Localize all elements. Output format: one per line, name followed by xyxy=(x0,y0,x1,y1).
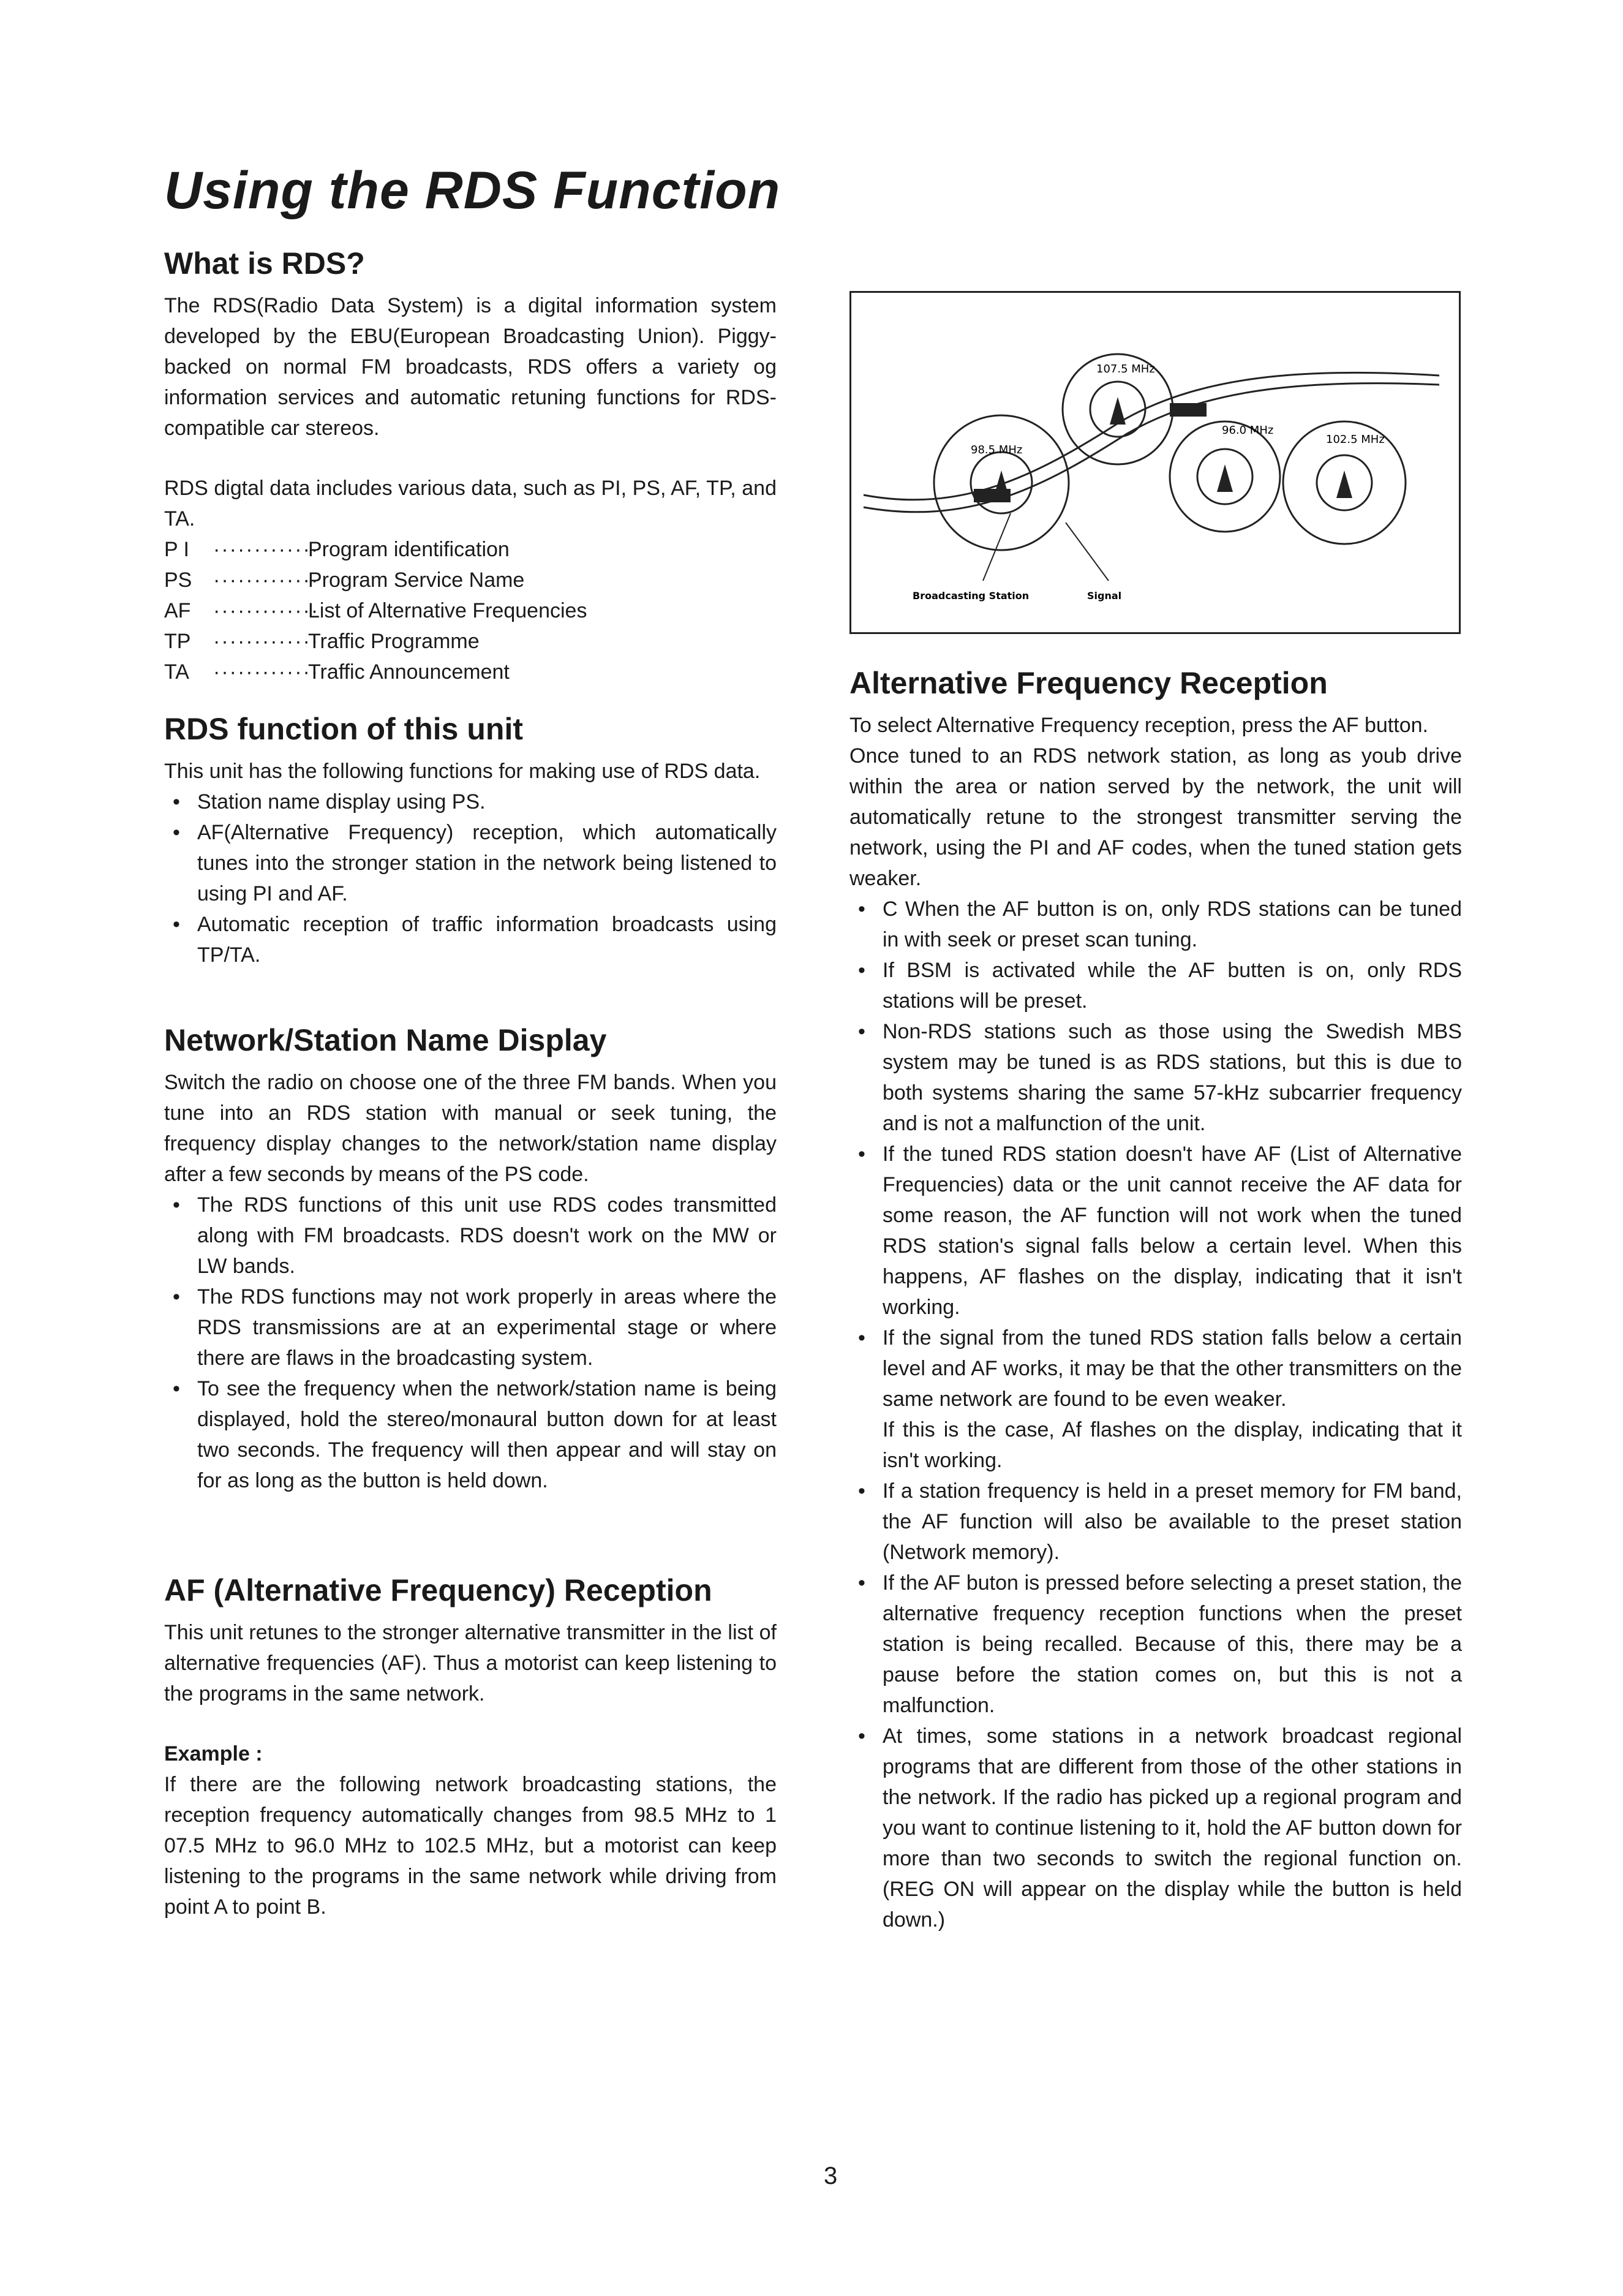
page-number: 3 xyxy=(824,2162,838,2189)
rds-network-figure xyxy=(849,291,1461,634)
abbreviation-meaning: Program identification xyxy=(308,538,510,561)
network-diagram xyxy=(851,293,1459,632)
list-item: • If a station frequency is held in a preset memory for FM band, the AF function will also be available to the preset station (Network memory). xyxy=(849,1476,1462,1568)
rds-function-section xyxy=(164,711,777,970)
alt-freq-list-2 xyxy=(849,1476,1462,1935)
car-icon xyxy=(1170,403,1207,417)
leader-dots: ············· xyxy=(213,630,320,653)
example-label: Example : xyxy=(164,1742,263,1765)
af-reception-heading: AF (Alternative Frequency) Reception xyxy=(164,1573,712,1607)
abbreviation-meaning: Program Service Name xyxy=(308,568,525,592)
list-item: • Non-RDS stations such as those using the Swedish MBS system may be tuned is as RDS stations, but this is due to both systems sharing the same 57-kHz subcarrier frequency and is not a malfunction of the unit. xyxy=(849,1016,1462,1139)
list-continuation: If this is the case, Af flashes on the display, indicating that it isn't working. xyxy=(883,1418,1462,1472)
example-text: If there are the following network broadcasting stations, the reception frequency automatically changes from 98.5 MHz to 1 07.5 MHz to 96.0 MHz to 102.5 MHz, but a motorist can keep listening to the programs in the same network while driving from point A to point B. xyxy=(164,1773,777,1919)
abbreviation-row xyxy=(164,565,777,595)
list-item: • If BSM is activated while the AF butten is on, only RDS stations will be preset. xyxy=(849,955,1462,1016)
network-display-section xyxy=(164,1022,777,1496)
station-96-0 xyxy=(1170,421,1280,532)
leader-dots: ············· xyxy=(213,568,320,592)
alt-freq-p2: Once tuned to an RDS network station, as long as youb drive within the area or nation served by the network, the unit will automatically retune to the strongest transmitter serving the network, using the PI and AF codes, when the tuned station gets weaker. xyxy=(849,744,1462,890)
abbreviation-row xyxy=(164,657,777,687)
list-item: • If the AF buton is pressed before selecting a preset station, the alternative frequency reception functions when the preset station is being recalled. Because of this, there may be a pause before the station comes on, but this is not a malfunction. xyxy=(849,1568,1462,1721)
leader-dots: ············· xyxy=(213,538,320,561)
list-item: • If the tuned RDS station doesn't have AF (List of Alternative Frequencies) data or the unit cannot receive the AF data for some reason, the AF function will not work when the tuned RDS station's signal falls below a certain level. When this happens, AF flashes on the display, indicating that it isn't working. xyxy=(849,1139,1462,1323)
network-display-heading: Network/Station Name Display xyxy=(164,1023,607,1057)
freq-label: 98.5 MHz xyxy=(971,444,1023,456)
list-item: • C When the AF button is on, only RDS stations can be tuned in with seek or preset scan tuning. xyxy=(849,894,1462,955)
list-item: • Station name display using PS. xyxy=(164,787,777,817)
alt-freq-section xyxy=(849,665,1462,1935)
rds-function-heading: RDS function of this unit xyxy=(164,712,524,746)
page-title: Using the RDS Function xyxy=(164,161,781,220)
pointer-line xyxy=(983,513,1011,581)
station-label: Broadcasting Station xyxy=(913,590,1030,602)
leader-dots: ············· xyxy=(213,599,320,622)
list-item: • The RDS functions of this unit use RDS codes transmitted along with FM broadcasts. RDS doesn't work on the MW or LW bands. xyxy=(164,1190,777,1282)
freq-label: 107.5 MHz xyxy=(1096,363,1155,376)
network-display-list xyxy=(164,1190,777,1496)
alt-freq-p1: To select Alternative Frequency reception, press the AF button. xyxy=(849,714,1428,737)
abbreviation-meaning: Traffic Programme xyxy=(308,630,480,653)
what-is-rds-heading: What is RDS? xyxy=(164,246,365,281)
list-item: • The RDS functions may not work properly in areas where the RDS transmissions are at an experimental stage or where there are flaws in the broadcasting system. xyxy=(164,1282,777,1373)
af-reception-section xyxy=(164,1572,777,1922)
what-is-rds-intro: The RDS(Radio Data System) is a digital information system developed by the EBU(European Broadcasting Union). Piggy-backed on normal FM broadcasts, RDS offers a variety og information services and automatic retuning functions for RDS-compatible car stereos. xyxy=(164,294,777,440)
freq-label: 96.0 MHz xyxy=(1222,424,1274,437)
alt-freq-heading: Alternative Frequency Reception xyxy=(849,666,1328,700)
list-item: • If the signal from the tuned RDS station falls below a certain level and AF works, it may be that the other transmitters on the same network are found to be even weaker. xyxy=(849,1323,1462,1414)
network-display-intro: Switch the radio on choose one of the three FM bands. When you tune into an RDS station with manual or seek tuning, the frequency display changes to the network/station name display after a few seconds by means of the PS code. xyxy=(164,1071,777,1186)
abbreviation-code: PS xyxy=(164,568,192,592)
station-98-5 xyxy=(934,415,1069,550)
af-reception-intro: This unit retunes to the stronger alternative transmitter in the list of alternative frequencies (AF). Thus a motorist can keep listening to the programs in the same network. xyxy=(164,1621,777,1705)
abbreviation-row xyxy=(164,534,777,565)
abbreviation-code: TP xyxy=(164,630,191,653)
freq-label: 102.5 MHz xyxy=(1326,433,1385,446)
road-line xyxy=(864,383,1439,512)
rds-data-intro: RDS digtal data includes various data, such as PI, PS, AF, TP, and TA. xyxy=(164,477,777,531)
rds-function-list xyxy=(164,787,777,970)
what-is-rds-section xyxy=(164,245,777,687)
rds-function-intro: This unit has the following functions for making use of RDS data. xyxy=(164,760,761,783)
list-item: • At times, some stations in a network broadcast regional programs that are different from those of the other stations in the network. If the radio has picked up a regional program and you want to continue listening to it, hold the AF button down for more than two seconds to switch the regional function on. (REG ON will appear on the display while the button is held down.) xyxy=(849,1721,1462,1935)
pointer-line xyxy=(1066,523,1109,581)
abbreviation-row xyxy=(164,626,777,657)
list-item: • To see the frequency when the network/station name is being displayed, hold the stereo/monaural button down for at least two seconds. The frequency will then appear and will stay on for as long as the button is held down. xyxy=(164,1373,777,1496)
abbreviation-meaning: List of Alternative Frequencies xyxy=(308,599,587,622)
abbreviation-code: TA xyxy=(164,660,189,684)
abbreviation-meaning: Traffic Announcement xyxy=(308,660,510,684)
list-item: • AF(Alternative Frequency) reception, which automatically tunes into the stronger station in the network being listened to using PI and AF. xyxy=(164,817,777,909)
car-icon xyxy=(974,489,1011,502)
list-item: • Automatic reception of traffic information broadcasts using TP/TA. xyxy=(164,909,777,970)
alt-freq-list xyxy=(849,894,1462,1414)
abbreviation-row xyxy=(164,595,777,626)
leader-dots: ············· xyxy=(213,660,320,684)
abbreviation-list xyxy=(164,534,777,687)
abbreviation-code: P I xyxy=(164,538,189,561)
signal-label: Signal xyxy=(1087,590,1122,602)
abbreviation-code: AF xyxy=(164,599,191,622)
